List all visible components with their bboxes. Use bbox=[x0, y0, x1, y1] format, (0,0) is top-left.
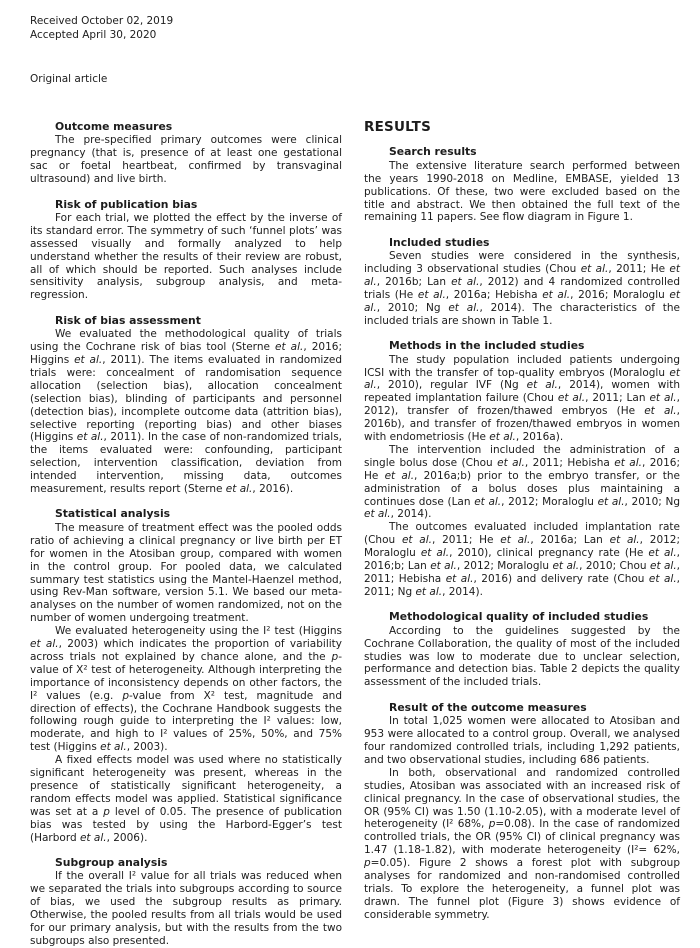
body-paragraph: Seven studies were considered in the synthesis, including 3 observational studies (Chou et al., 2011; He et al., 2016b; Lan et al., 2012) and 4 randomized controlled trials (He et al., 2016a; Hebisha et al., 2016; Moraloglu et al., 2010; Ng et al., 2014). The characteristics of the included trials are shown in Table 1. bbox=[364, 250, 680, 327]
accepted-date: Accepted April 30, 2020 bbox=[30, 29, 157, 41]
body-paragraph: The intervention included the administration of a single bolus dose (Chou et al., 2011; Hebisha et al., 2016; He et al., 2016a;b) prior to the embryo transfer, or the administration of a bolus doses plus maintaining a continues dose (Lan et al., 2012; Moraloglu et al., 2010; Ng et al., 2014). bbox=[364, 443, 681, 521]
body-paragraph: In total 1,025 women were allocated to Atosiban and 953 were allocated to a control group. Overall, we analysed four randomized controlled trials, including 1,292 patients, and two observational studies, including 686 patients. bbox=[364, 715, 680, 766]
two-column-body bbox=[30, 121, 682, 948]
right-column bbox=[364, 121, 680, 948]
body-paragraph: In both, observational and randomized controlled studies, Atosiban was associated with an increased risk of clinical pregnancy. In the case of observational studies, the OR (95% CI) was 1.50 (1.10-2.05), with a moderate level of heterogeneity (I² 68%, p=0.08). In the case of randomized controlled trials, the OR (95% CI) of clinical pregnancy was 1.47 (1.18-1.82), with moderate heterogeneity (I²= 62%, p=0.05). Figure 2 shows a forest plot with subgroup analyses for randomized and non-randomised controlled trials. To explore the heterogeneity, a funnel plot was drawn. The funnel plot (Figure 3) shows evidence of considerable symmetry. bbox=[364, 766, 681, 921]
subsection-heading: Methodological quality of included studies bbox=[389, 610, 649, 624]
subsection-heading: Statistical analysis bbox=[55, 507, 171, 521]
subsection-heading: Subgroup analysis bbox=[55, 856, 168, 870]
body-paragraph: For each trial, we plotted the effect by the inverse of its standard error. The symmetry of such ‘funnel plots’ was assessed visually and formally analyzed to help understand whether the results of their review are robust, all of which should be reported. Such analyses include sensitivity analysis, subgroup analysis, and meta-regression. bbox=[30, 211, 342, 302]
left-column bbox=[30, 121, 342, 948]
section-title: RESULTS bbox=[364, 119, 432, 135]
body-paragraph: If the overall I² value for all trials was reduced when we separated the trials into subgroups according to source of bias, we used the subgroup results as primary. Otherwise, the pooled results from all trials would be used for our primary analysis, but with the results from the two subgroups also presented. bbox=[30, 870, 342, 947]
subsection-heading: Outcome measures bbox=[55, 120, 173, 133]
subsection-heading: Methods in the included studies bbox=[389, 339, 585, 353]
subsection-heading: Search results bbox=[389, 145, 477, 159]
body-paragraph: According to the guidelines suggested by the Cochrane Collaboration, the quality of most of the included studies was low to moderate due to unclear selection, performance and detection bias. Table 2 depicts the quality assessment of the included trials. bbox=[364, 624, 680, 689]
body-paragraph: The measure of treatment effect was the pooled odds ratio of achieving a clinical pregnancy or live birth per ET for women in the Atosiban group, compared with women in the control group. For pooled data, we calculated summary test statistics using the Mantel-Haenzel method, using Rev-Man software, version 5.1. We based our meta-analyses on the number of women randomized, not on the number of women undergoing treatment. bbox=[30, 521, 342, 625]
subsection-heading: Result of the outcome measures bbox=[389, 700, 587, 714]
subsection-heading: Risk of publication bias bbox=[55, 197, 198, 211]
front-matter bbox=[30, 14, 682, 42]
body-paragraph: The outcomes evaluated included implantation rate (Chou et al., 2011; He et al., 2016a; Lan et al., 2012; Moraloglu et al., 2010), clinical pregnancy rate (He et al., 2016;b; Lan et al., 2012; Moraloglu et al., 2010; Chou et al., 2011; Hebisha et al., 2016) and delivery rate (Chou et al., 2011; Ng et al., 2014). bbox=[364, 521, 681, 598]
subsection-heading: Risk of bias assessment bbox=[55, 313, 201, 327]
body-paragraph: We evaluated heterogeneity using the I² test (Higgins et al., 2003) which indicates the proportion of variability across trials not explained by chance alone, and the p-value of X² test of heterogeneity. Although interpreting the importance of inconsistency depends on other factors, the I² values (e.g. p-value from X² test, magnitude and direction of effects), the Cochrane Handbook suggests the following rough guide to interpreting the I² values: low, moderate, and high to I² values of 25%, 50%, and 75% test (Higgins et al., 2003). bbox=[30, 625, 342, 754]
body-paragraph: We evaluated the methodological quality of trials using the Cochrane risk of bias tool (Sterne et al., 2016; Higgins et al., 2011). The items evaluated in randomized trials were: concealment of randomisation sequence allocation (selection bias), allocation concealment (selection bias), blinding of participants and personnel (detection bias), incomplete outcome data (attrition bias), selective reporting (reporting bias) and other biases (Higgins et al., 2011). In the case of non-randomized trials, the items evaluated were: confounding, participant selection, intervention classification, deviation from intended intervention, missing data, outcomes measurement, results report (Sterne et al., 2016). bbox=[30, 328, 343, 496]
article-type-label: Original article bbox=[30, 73, 108, 85]
body-paragraph: A fixed effects model was used where no statistically significant heterogeneity was present, whereas in the presence of statistically significant heterogeneity, a random effects model was applied. Statistical significance was set at a p level of 0.05. The presence of publication bias was tested by using the Harbord-Egger’s test (Harbord et al., 2006). bbox=[30, 754, 342, 844]
subsection-heading: Included studies bbox=[389, 235, 490, 249]
body-paragraph: The extensive literature search performed between the years 1990-2018 on Medline, EMBASE, yielded 13 publications. Of these, two were excluded based on the title and abstract. We then obtained the full text of the remaining 11 papers. See flow diagram in Figure 1. bbox=[364, 159, 680, 224]
body-paragraph: The pre-specified primary outcomes were clinical pregnancy (that is, presence of at least one gestational sac or foetal heartbeat, confirmed by transvaginal ultrasound) and live birth. bbox=[30, 134, 342, 186]
body-paragraph: The study population included patients undergoing ICSI with the transfer of top-quality embryos (Moraloglu et al., 2010), regular IVF (Ng et al., 2014), women with repeated implantation failure (Chou et al., 2011; Lan et al., 2012), transfer of frozen/thawed embryos (He et al., 2016b), and transfer of frozen/thawed embryos in women with endometriosis (He et al., 2016a). bbox=[364, 353, 681, 444]
received-date: Received October 02, 2019 bbox=[30, 15, 174, 27]
